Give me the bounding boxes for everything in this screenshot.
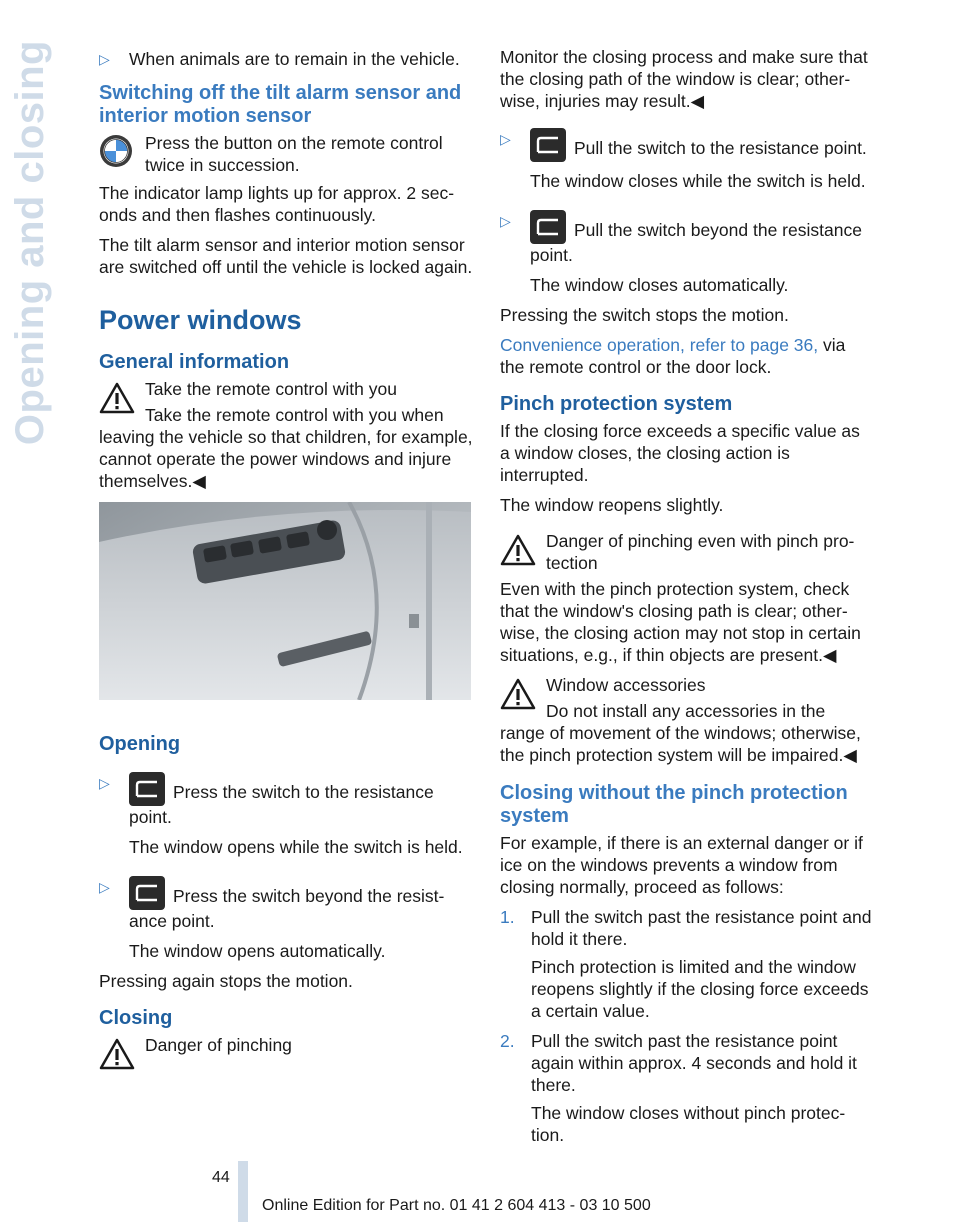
general-info-heading: General information	[99, 351, 290, 373]
list-item	[500, 1030, 874, 1146]
warning-text: Do not install any accessories in the range of movement of the windows; otherwise, the pinch protection system will be impaired.◀	[500, 701, 861, 765]
open-step1-text: Press the switch to the resistance point.	[129, 782, 434, 827]
tilt-alarm-heading: Switching off the tilt alarm sensor and interior motion sensor	[99, 82, 462, 127]
step-number: 1.	[500, 907, 515, 927]
step-number: 2.	[500, 1031, 515, 1051]
pinch-text-1: If the closing force exceeds a specific value as a window closes, the closing action is interrupted.	[500, 421, 860, 485]
bmw-remote-icon	[99, 134, 133, 168]
warning-text: Even with the pinch protection system, check that the window's closing path is clear; other-wise, the closing action may not stop in certain situations, e.g., if thin objects are present.◀	[500, 579, 861, 665]
open-step2-text: Press the switch beyond the resist-ance point.	[129, 886, 445, 931]
close-step2-text: Pull the switch beyond the resistance point.	[530, 220, 862, 265]
footer-accent-bar	[238, 1161, 248, 1222]
bullet-marker: ▷	[99, 879, 110, 895]
pinch-protection-heading: Pinch protection system	[500, 393, 733, 415]
open-step1-note: The window opens while the switch is held.	[129, 837, 463, 857]
close-stop-text: Pressing the switch stops the motion.	[500, 305, 789, 325]
bullet-marker: ▷	[500, 213, 511, 229]
window-switch-icon	[129, 876, 165, 910]
window-switch-icon	[129, 772, 165, 806]
warning-triangle-icon	[500, 678, 536, 710]
warning-title: Window accessories	[546, 675, 706, 695]
monitor-closing-text: Monitor the closing process and make sure that the closing path of the window is clear; other-wise, injuries may result.◀	[500, 47, 868, 111]
edition-text: Online Edition for Part no. 01 41 2 604 413 - 03 10 500	[262, 1197, 651, 1214]
list-item	[500, 906, 874, 1022]
closing-heading: Closing	[99, 1007, 173, 1029]
animals-bullet-text: When animals are to remain in the vehicle.	[129, 49, 460, 69]
bullet-marker: ▷	[99, 51, 110, 67]
warning-title: Danger of pinching even with pinch pro-tection	[546, 531, 855, 573]
open-step2-note: The window opens automatically.	[129, 941, 386, 961]
warning-pinching-protection	[500, 530, 874, 666]
window-switch-icon	[530, 210, 566, 244]
warning-title: Take the remote control with you	[145, 379, 397, 399]
sensors-off-text: The tilt alarm sensor and interior motion sensor are switched off until the vehicle is locked again.	[99, 235, 473, 277]
convenience-paragraph	[500, 334, 874, 378]
warning-text: Take the remote control with you when leaving the vehicle so that children, for example, cannot operate the power windows and injure themselves.◀	[99, 405, 473, 491]
pinch-text-2: The window reopens slightly.	[500, 495, 724, 515]
convenience-link[interactable]: Convenience operation, refer to page 36,	[500, 335, 819, 355]
step2-text: Pull the switch past the resistance point again within approx. 4 seconds and hold it there.	[531, 1031, 857, 1095]
remote-instruction-text: Press the button on the remote control twice in succession.	[145, 133, 443, 175]
left-column	[99, 48, 473, 1070]
closing-without-pinch-heading: Closing without the pinch protection system	[500, 782, 848, 827]
convenience-rest: via the remote control or the door lock.	[500, 335, 846, 377]
list-item	[99, 48, 473, 70]
list-item	[99, 772, 473, 828]
opening-heading: Opening	[99, 733, 181, 755]
power-windows-heading: Power windows	[99, 305, 302, 335]
close-step1-note: The window closes while the switch is held.	[530, 171, 866, 191]
warning-triangle-icon	[99, 1038, 135, 1070]
close-step1-text: Pull the switch to the resistance point.	[574, 138, 867, 158]
list-item	[99, 876, 473, 932]
right-column	[500, 46, 874, 1154]
page-number: 44	[212, 1169, 230, 1186]
warning-pinching	[99, 1034, 473, 1070]
warning-triangle-icon	[99, 382, 135, 414]
step1-note: Pinch protection is limited and the window reopens slightly if the closing force exceeds a certain value.	[531, 957, 869, 1021]
warning-window-accessories	[500, 674, 874, 766]
door-switch-photo	[99, 502, 471, 700]
list-item	[500, 210, 874, 266]
list-item	[500, 128, 874, 162]
warning-remote-control	[99, 378, 473, 492]
warning-title: Danger of pinching	[145, 1035, 292, 1055]
close-step2-note: The window closes automatically.	[530, 275, 789, 295]
window-switch-icon	[530, 128, 566, 162]
remote-instruction	[99, 132, 473, 176]
without-pinch-intro: For example, if there is an external danger or if ice on the windows prevents a window from closing normally, proceed as follows:	[500, 833, 863, 897]
warning-triangle-icon	[500, 534, 536, 566]
step2-note: The window closes without pinch protec-tion.	[531, 1103, 846, 1145]
bullet-marker: ▷	[99, 775, 110, 791]
bullet-marker: ▷	[500, 131, 511, 147]
chapter-side-tab: Opening and closing	[8, 40, 52, 446]
open-stop-text: Pressing again stops the motion.	[99, 971, 353, 991]
indicator-lamp-text: The indicator lamp lights up for approx. 2 sec-onds and then flashes continuously.	[99, 183, 455, 225]
step1-text: Pull the switch past the resistance point and hold it there.	[531, 907, 872, 949]
